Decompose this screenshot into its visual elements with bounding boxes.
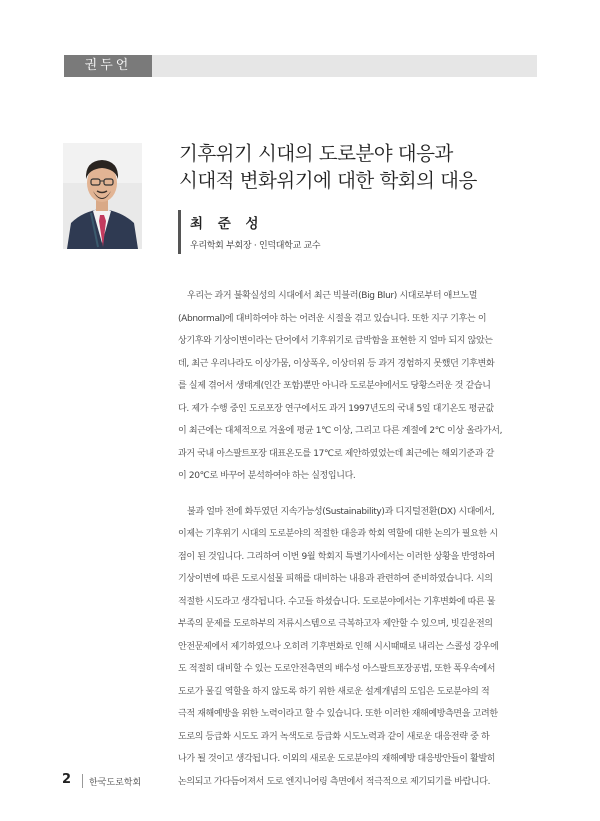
- body-line: 안전문제에서 제기하였으나 오히려 기후변화로 인해 시시때때로 내리는 스콜성 강우에: [178, 641, 499, 652]
- author-accent-bar: [178, 210, 181, 254]
- body-line: (Abnormal)에 대비하여야 하는 어려운 시절을 겪고 있습니다. 또한 지구 기후는 이: [178, 313, 487, 324]
- article-title-line: 시대적 변화위기에 대한 학회의 대응: [179, 169, 477, 192]
- journal-name: 한국도로학회: [89, 778, 142, 788]
- body-line: 데, 최근 우리나라도 이상가뭄, 이상폭우, 이상더위 등 과거 경험하지 못했던 기후변화: [178, 358, 495, 369]
- body-line: 다. 제가 수행 중인 도로포장 연구에서도 과거 1997년도의 국내 5일 대기온도 평균값: [178, 403, 494, 414]
- body-line: 도로의 등급화 시도도 과거 녹색도로 등급화 시도노력과 같이 새로운 대응전략 중 하: [178, 731, 490, 742]
- author-photo: [63, 143, 142, 249]
- body-line: 점이 된 것입니다. 그리하여 이번 9월 학회지 특별기사에서는 이러한 상황을 반영하여: [178, 551, 495, 562]
- author-affiliation: 우리학회 부회장 · 인덕대학교 교수: [190, 241, 321, 251]
- article-title-line: 기후위기 시대의 도로분야 대응과: [179, 142, 453, 165]
- body-line: 극적 재해예방을 위한 노력이라고 할 수 있습니다. 또한 이러한 재해예방측면을 고려한: [178, 709, 498, 719]
- article-body: [178, 285, 536, 793]
- body-line: 이 20℃로 바꾸어 분석하여야 하는 실정입니다.: [178, 471, 356, 481]
- paragraph: [178, 285, 536, 488]
- body-line: 도 적절히 대비할 수 있는 도로안전측면의 배수성 아스팔트포장공법, 또한 폭우속에서: [178, 664, 496, 674]
- section-label: 권두언: [64, 55, 152, 77]
- footer-divider: [82, 774, 83, 788]
- body-line: 부족의 문제를 도로하부의 저류시스템으로 극복하고자 제안할 수 있으며, 빗길운전의: [178, 619, 493, 629]
- body-line: 이제는 기후위기 시대의 도로분야의 적절한 대응과 학회 역할에 대한 논의가 필요한 시: [178, 529, 498, 539]
- body-line: 도로가 물길 역할을 하지 않도록 하기 위한 새로운 설계개념의 도입은 도로분야의 적: [178, 686, 490, 697]
- body-line: 이 최근에는 대체적으로 겨울에 평균 1℃ 이상, 그리고 다른 계절에 2℃ 이상 올라가서,: [178, 426, 503, 436]
- article-title: [179, 140, 539, 194]
- body-line: 불과 얼마 전에 화두였던 지속가능성(Sustainability)과 디지털전환(DX) 시대에서,: [187, 506, 495, 517]
- body-line: 논의되고 가다듬어져서 도로 엔지니어링 측면에서 적극적으로 제기되기를 바랍니다.: [178, 776, 491, 787]
- body-line: 과거 국내 아스팔트포장 대표온도를 17℃로 제안하였었는데 최근에는 해외기준과 같: [178, 448, 494, 459]
- page-number: 2: [62, 772, 72, 787]
- paragraph: [178, 501, 536, 794]
- author-name: 최 준 성: [190, 216, 264, 232]
- body-line: 를 실제 겪어서 생태계(인간 포함)뿐만 아니라 도로분야에서도 당황스러운 것 같습니: [178, 381, 491, 391]
- body-line: 나가 될 것이고 생각됩니다. 이외의 새로운 도로분야의 재해예방 대응방안들이 활발히: [178, 754, 496, 764]
- body-line: 적절한 시도라고 생각됩니다. 수고들 하셨습니다. 도로분야에서는 기후변화에 따른 물: [178, 596, 496, 607]
- body-line: 기상이변에 따른 도로시설물 피해를 대비하는 내용과 관련하여 준비하였습니다. 시의: [178, 574, 493, 584]
- body-line: 우리는 과거 불확실성의 시대에서 최근 빅블러(Big Blur) 시대로부터 애브노멀: [187, 291, 478, 301]
- body-line: 상기후와 기상이변이라는 단어에서 기후위기로 급박함을 표현한 지 얼마 되지 않았는: [178, 336, 493, 346]
